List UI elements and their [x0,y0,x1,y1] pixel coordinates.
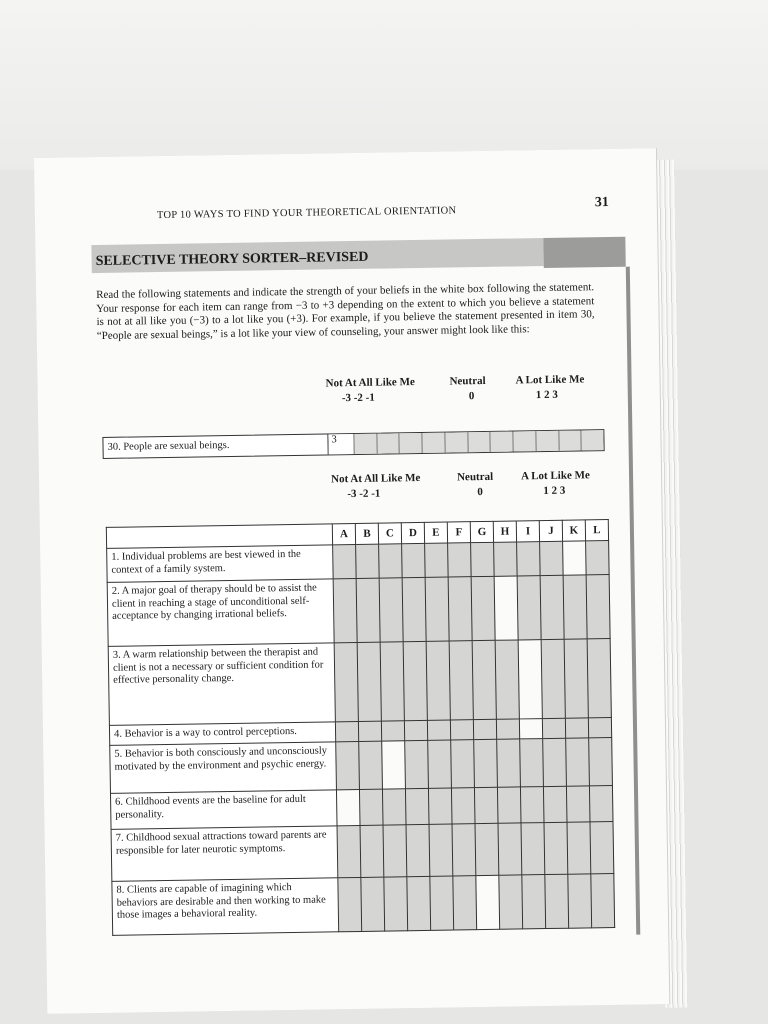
column-header-f: F [447,522,470,543]
background [0,0,768,170]
example-cell [421,433,444,453]
shaded-cell [425,577,449,641]
shaded-cell [586,575,610,639]
shaded-cell [360,825,384,877]
shaded-cell [517,576,541,640]
shaded-cell [356,578,380,642]
scale-zero-value: 0 [477,485,483,499]
scale-a-lot-label: A Lot Like Me [520,469,590,483]
shaded-cell [402,577,426,641]
shaded-cell [379,544,403,578]
column-header-a: A [332,523,355,544]
shaded-cell [359,789,383,825]
column-header-i: I [516,521,539,542]
shaded-cell [545,874,569,928]
shaded-cell [428,788,452,824]
shaded-cell [404,720,427,740]
page-number: 31 [594,194,609,211]
shaded-cell [428,740,452,788]
shaded-cell [495,640,519,719]
shaded-cell [520,787,544,823]
example-cell [399,433,422,453]
shaded-cell [471,542,495,576]
shaded-cell [425,543,449,577]
shaded-cell [453,876,477,930]
shaded-cell [543,786,567,822]
shaded-cell [427,720,450,740]
response-box[interactable] [519,719,542,739]
item-statement: 6. Childhood events are the baseline for adult personality. [110,790,337,830]
scale-negative-values: -3 -2 -1 [341,391,375,405]
running-head: TOP 10 WAYS TO FIND YOUR THEORETICAL ORIENTATION [156,205,457,222]
example-item-row [102,429,604,459]
example-cell [535,431,558,451]
shaded-cell [497,739,521,787]
shaded-cell [337,825,361,877]
response-box[interactable] [518,640,542,719]
shaded-cell [567,822,591,874]
shaded-cell [499,875,523,929]
page-title: SELECTIVE THEORY SORTER–REVISED [95,249,369,270]
response-box[interactable] [476,875,500,929]
shaded-cell [474,787,498,823]
shaded-cell [474,739,498,787]
shaded-cell [402,543,426,577]
shaded-cell [544,822,568,874]
scale-not-at-all-label: Not At All Like Me [325,376,415,390]
item-statement: 7. Childhood sexual attractions toward parents are responsible for later neurotic symptoms. [111,826,338,882]
shaded-cell [521,823,545,875]
shaded-cell [498,823,522,875]
column-header-k: K [562,520,585,541]
shaded-cell [335,721,358,741]
scale-negative-values: -3 -2 -1 [347,487,381,501]
shaded-cell [494,542,518,576]
example-cell [376,433,399,453]
shaded-cell [336,741,360,789]
example-cell [467,432,490,452]
shaded-cell [450,720,473,740]
column-header-h: H [493,521,516,542]
scale-a-lot-label: A Lot Like Me [515,373,585,387]
shaded-cell [333,544,357,578]
shaded-cell [589,785,613,821]
scale-positive-values: 1 2 3 [535,388,558,402]
item-statement: 2. A major goal of therapy should be to assist the client in reaching a stage of unconditional self-acceptance by changing irrational beliefs. [107,579,334,647]
shaded-cell [405,788,429,824]
column-header-j: J [539,520,562,541]
shaded-cell [542,718,565,738]
item-statement: 8. Clients are capable of imagining which behaviors are desirable and then working to make those images a behavioral reality. [112,878,339,936]
shaded-cell [449,641,473,720]
item-row [110,737,613,793]
shaded-cell [473,719,496,739]
shaded-cell [471,576,495,640]
response-box[interactable] [336,789,360,825]
shaded-cell [406,824,430,876]
response-box[interactable] [494,576,518,640]
example-response-cells [328,430,603,454]
shaded-cell [540,575,564,639]
scale-neutral-label: Neutral [449,374,486,388]
example-cell [558,430,581,450]
item-row [111,821,614,881]
shaded-cell [334,642,358,721]
item-row [112,873,615,935]
shaded-cell [333,578,357,642]
shaded-cell [520,739,544,787]
shaded-cell [591,873,615,927]
shaded-cell [568,874,592,928]
item-row [107,575,610,647]
example-cell [512,431,535,451]
shaded-cell [540,541,564,575]
example-cell [353,434,376,454]
shaded-cell [496,719,519,739]
scale-zero-value: 0 [468,390,475,403]
shaded-cell [451,740,475,788]
shaded-cell [403,641,427,720]
shaded-cell [522,875,546,929]
shaded-cell [379,578,403,642]
column-header-e: E [424,522,447,543]
scale-positive-values: 1 2 3 [543,484,566,498]
shaded-cell [380,642,404,721]
column-header-d: D [401,522,424,543]
example-cell [444,432,467,452]
response-box[interactable] [563,541,587,575]
shaded-cell [361,877,385,931]
shaded-cell [357,642,381,721]
item-statement: 3. A warm relationship between the therapist and client is not a necessary or sufficient condition for effective personality change. [108,643,335,726]
shaded-cell [587,639,611,718]
example-answer-cell: 3 [328,434,353,454]
column-header-b: B [355,523,378,544]
title-band-accent [543,237,625,268]
shaded-cell [356,544,380,578]
shaded-cell [338,877,362,931]
shaded-cell [430,876,454,930]
shaded-cell [472,640,496,719]
shaded-cell [382,789,406,825]
shaded-cell [565,718,588,738]
sorter-grid [106,519,615,936]
item-statement: 4. Behavior is a way to control perceptions. [109,722,335,746]
shaded-cell [452,824,476,876]
column-header-g: G [470,521,493,542]
shaded-cell [497,787,521,823]
scale-neutral-label: Neutral [456,470,494,484]
scale-not-at-all-label: Not At All Like Me [330,471,421,486]
shaded-cell [589,737,613,785]
example-cell [581,430,604,450]
column-header-c: C [378,523,401,544]
shaded-cell [381,721,404,741]
shaded-cell [383,825,407,877]
shaded-cell [566,786,590,822]
item-row [108,639,611,726]
right-margin-bar [626,267,640,935]
shaded-cell [358,721,381,741]
shaded-cell [590,821,614,873]
shaded-cell [586,541,610,575]
shaded-cell [564,639,588,718]
shaded-cell [448,577,472,641]
shaded-cell [451,788,475,824]
shaded-cell [566,738,590,786]
shaded-cell [407,876,431,930]
column-header-l: L [585,520,608,541]
shaded-cell [426,641,450,720]
example-cell [490,432,513,452]
shaded-cell [543,738,567,786]
shaded-cell [541,639,565,718]
item-statement: 5. Behavior is both consciously and unconsciously motivated by the environment and psychic energy. [110,742,337,794]
shaded-cell [429,824,453,876]
shaded-cell [563,575,587,639]
response-box[interactable] [382,741,406,789]
item-statement: 1. Individual problems are best viewed in the context of a family system. [107,545,334,583]
shaded-cell [359,741,383,789]
shaded-cell [448,543,472,577]
example-item-label: 30. People are sexual beings. [107,439,230,453]
shaded-cell [384,877,408,931]
book-page [34,148,669,1014]
shaded-cell [405,740,429,788]
shaded-cell [475,823,499,875]
instructions-paragraph: Read the following statements and indicate the strength of your beliefs in the white box following the statement. Your response for each item can range from −3 to +3 depending on the extent to which you believe a statement is not at all like you (−3) to a lot like you (+3). For example, if you believe the statement presented in item 30, “People are sexual beings,” is a lot like your view of counseling, your answer might look like this: [96,281,595,342]
shaded-cell [517,542,541,576]
shaded-cell [588,718,611,738]
